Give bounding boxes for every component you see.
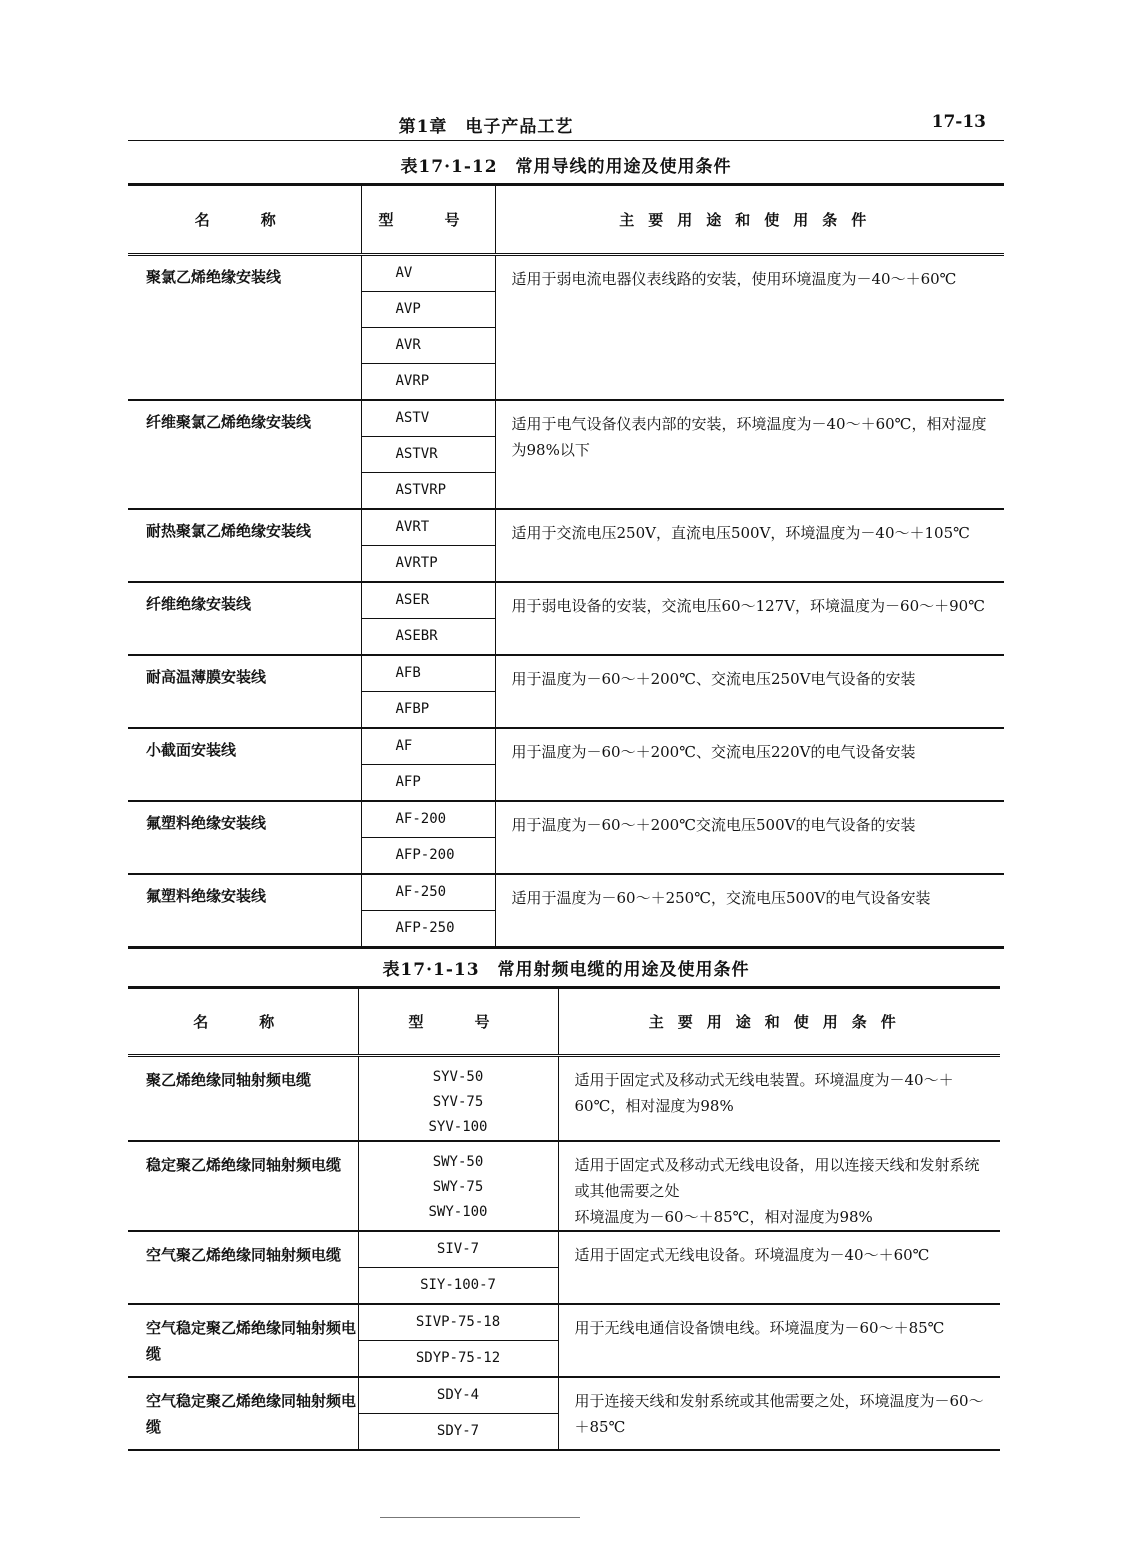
header-rule <box>128 140 1004 141</box>
model-code: AFB <box>362 656 495 692</box>
model-code: SWY-50 <box>432 1154 484 1170</box>
model-code: AFP-200 <box>395 847 455 863</box>
model-code: AF <box>362 729 495 765</box>
model-code: AF-200 <box>362 802 495 838</box>
usage-text: 适用于固定式无线电设备。环境温度为－40～＋60℃ <box>574 1246 930 1264</box>
wire-models <box>361 582 495 655</box>
usage-conditions: 适用于温度为－60～＋250℃，交流电压500V的电气设备安装 <box>511 889 931 907</box>
col-model-header: 型 号 <box>361 185 495 255</box>
cable-name: 聚乙烯绝缘同轴射频电缆 <box>128 1056 358 1142</box>
table-row <box>128 801 1004 874</box>
wire-models <box>361 874 495 948</box>
table-row <box>128 655 1004 728</box>
table-row <box>128 728 1004 801</box>
wire-name: 聚氯乙烯绝缘安装线 <box>128 255 361 401</box>
model-list <box>362 875 495 946</box>
model-code: AVP <box>362 292 495 328</box>
running-head <box>128 108 1004 138</box>
usage-text: 用于连接天线和发射系统或其他需要之处，环境温度为－60～＋85℃ <box>574 1392 984 1436</box>
usage-conditions: 用于温度为－60～＋200℃、交流电压250V电气设备的安装 <box>495 655 1004 728</box>
cable-models <box>358 1377 558 1450</box>
usage-conditions: 适用于电气设备仪表内部的安装，环境温度为－40～＋60℃，相对湿度为98%以下 <box>495 400 1004 509</box>
table-row <box>128 1231 1000 1304</box>
model-code: SYV-75 <box>432 1094 484 1110</box>
wire-name: 纤维聚氯乙烯绝缘安装线 <box>128 400 361 509</box>
usage-conditions <box>558 1056 1000 1142</box>
table-row <box>128 1377 1000 1450</box>
wire-models <box>361 400 495 509</box>
col-use-header: 主要用途和使用条件 <box>495 185 1004 255</box>
wire-models <box>361 655 495 728</box>
wire-name: 纤维绝缘安装线 <box>128 582 361 655</box>
wire-name: 耐高温薄膜安装线 <box>128 655 361 728</box>
usage-text: 用于无线电通信设备馈电线。环境温度为－60～＋85℃ <box>574 1319 945 1337</box>
model-list <box>359 1232 558 1303</box>
usage-text: 适用于固定式及移动式无线电设备，用以连接天线和发射系统或其他需要之处 <box>574 1156 980 1200</box>
model-code: AVR <box>362 328 495 364</box>
model-code: SIVP-75-18 <box>359 1305 558 1341</box>
usage-conditions: 用于弱电设备的安装，交流电压60～127V，环境温度为－60～＋90℃ <box>495 582 1004 655</box>
table2-title: 表17·1-13 常用射频电缆的用途及使用条件 <box>382 960 750 980</box>
cable-name: 空气聚乙烯绝缘同轴射频电缆 <box>128 1231 358 1304</box>
model-list <box>362 401 495 508</box>
cable-name: 稳定聚乙烯绝缘同轴射频电缆 <box>128 1141 358 1231</box>
table1-title: 表17·1-12 常用导线的用途及使用条件 <box>400 157 732 177</box>
model-code: AVRT <box>362 510 495 546</box>
cable-models <box>358 1231 558 1304</box>
model-code: SDYP-75-12 <box>415 1350 501 1366</box>
table-row <box>128 1056 1000 1142</box>
model-code: SIV-7 <box>359 1232 558 1268</box>
model-code: ASER <box>362 583 495 619</box>
wire-name: 氟塑料绝缘安装线 <box>128 874 361 948</box>
usage-conditions <box>558 1141 1000 1231</box>
model-code: SYV-50 <box>432 1069 484 1085</box>
wire-name: 耐热聚氯乙烯绝缘安装线 <box>128 509 361 582</box>
cable-models <box>358 1056 558 1142</box>
usage-conditions: 适用于交流电压250V，直流电压500V，环境温度为－40～＋105℃ <box>495 509 1004 582</box>
table-row <box>128 400 1004 509</box>
model-code: AFP-250 <box>395 920 455 936</box>
model-code: AF-250 <box>362 875 495 911</box>
table1 <box>128 183 1004 949</box>
table1-header-row <box>128 185 1004 255</box>
table-row <box>128 1141 1000 1231</box>
model-list <box>362 802 495 873</box>
table2 <box>128 986 1000 1451</box>
model-code: AV <box>362 256 495 292</box>
model-code: SIY-100-7 <box>420 1277 496 1293</box>
model-code: SDY-4 <box>359 1378 558 1414</box>
usage-conditions: 适用于弱电流电器仪表线路的安装，使用环境温度为－40～＋60℃ <box>495 255 1004 401</box>
model-list <box>362 510 495 581</box>
usage-conditions: 用于温度为－60～＋200℃交流电压500V的电气设备的安装 <box>495 801 1004 874</box>
wire-models <box>361 801 495 874</box>
table-row <box>128 255 1004 401</box>
col-name-header: 名 称 <box>128 988 358 1056</box>
model-code: AFBP <box>395 701 430 717</box>
model-list <box>362 256 495 399</box>
wire-models <box>361 728 495 801</box>
model-list <box>362 729 495 800</box>
col-model-header: 型 号 <box>358 988 558 1056</box>
model-code: AVRP <box>395 373 430 389</box>
table-row <box>128 582 1004 655</box>
col-name-header: 名 称 <box>128 185 361 255</box>
footer-rule <box>380 1517 580 1518</box>
model-code: ASTVRP <box>395 482 447 498</box>
model-code: AVRTP <box>395 555 438 571</box>
model-code: SWY-75 <box>432 1179 484 1195</box>
usage-conditions <box>558 1377 1000 1450</box>
model-code: AFP <box>395 774 421 790</box>
usage-conditions <box>558 1231 1000 1304</box>
usage-conditions <box>558 1304 1000 1377</box>
usage-conditions: 用于温度为－60～＋200℃、交流电压220V的电气设备安装 <box>495 728 1004 801</box>
cable-models <box>358 1141 558 1231</box>
page-number: 17-13 <box>931 112 986 132</box>
col-use-header: 主要用途和使用条件 <box>558 988 1000 1056</box>
model-list <box>362 656 495 727</box>
usage-text-extra: 环境温度为－60～＋85℃，相对湿度为98% <box>574 1208 873 1226</box>
wire-name: 氟塑料绝缘安装线 <box>128 801 361 874</box>
model-list <box>359 1305 558 1376</box>
wire-name: 小截面安装线 <box>128 728 361 801</box>
table-row <box>128 509 1004 582</box>
model-list <box>362 583 495 654</box>
cable-name: 空气稳定聚乙烯绝缘同轴射频电缆 <box>128 1377 358 1450</box>
wire-models <box>361 255 495 401</box>
model-code: SDY-7 <box>436 1423 480 1439</box>
cable-models <box>358 1304 558 1377</box>
model-code: SYV-100 <box>428 1119 488 1135</box>
model-code: ASEBR <box>395 628 438 644</box>
wire-models <box>361 509 495 582</box>
chapter-title: 第1章 电子产品工艺 <box>398 117 574 137</box>
model-code: SWY-100 <box>428 1204 488 1220</box>
table-row <box>128 1304 1000 1377</box>
model-code: ASTVR <box>362 437 495 473</box>
model-list <box>359 1378 558 1449</box>
model-code: ASTV <box>362 401 495 437</box>
cable-name: 空气稳定聚乙烯绝缘同轴射频电缆 <box>128 1304 358 1377</box>
table-row <box>128 874 1004 948</box>
usage-text: 适用于固定式及移动式无线电装置。环境温度为－40～＋60℃，相对湿度为98% <box>574 1071 954 1115</box>
table2-header-row <box>128 988 1000 1056</box>
